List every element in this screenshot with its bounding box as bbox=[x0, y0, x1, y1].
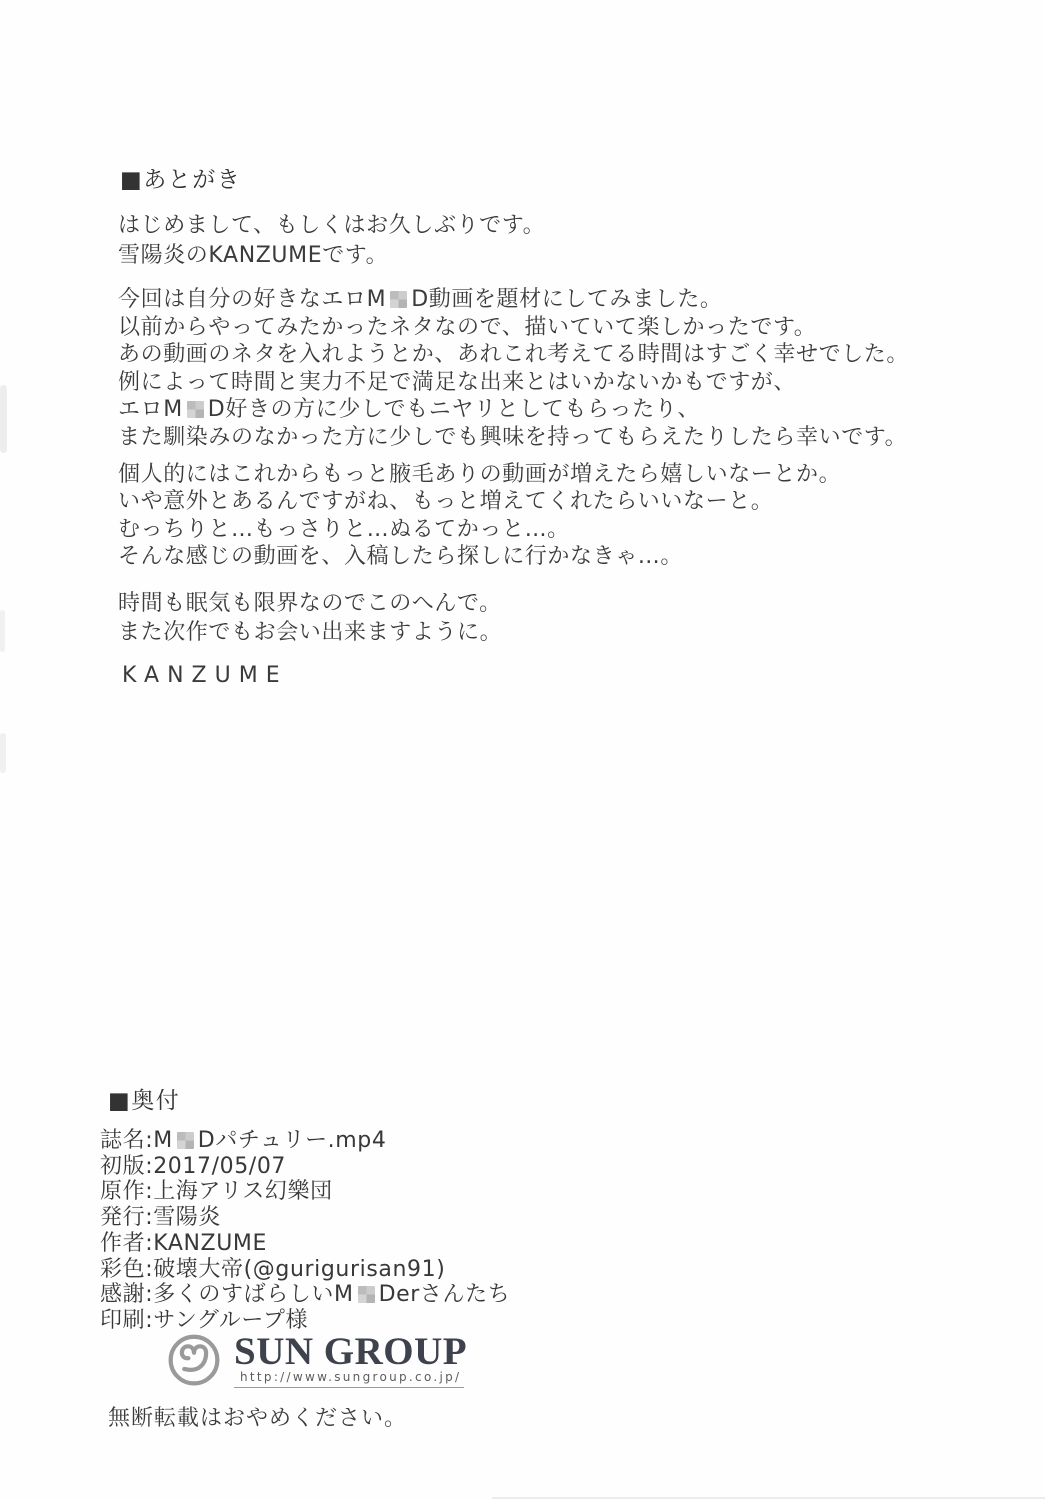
afterword-text-line: いや意外とあるんですがね、もっと増えてくれたらいいなーと。 bbox=[118, 489, 774, 515]
afterword-text-line: あの動画のネタを入れようとか、あれこれ考えてる時間はすごく幸せでした。 bbox=[118, 342, 910, 368]
printer-logo-underline bbox=[234, 1387, 464, 1388]
scan-artifact bbox=[492, 1497, 1045, 1499]
colophon-entry: 原作:上海アリス幻樂団 bbox=[100, 1179, 333, 1205]
afterword-text-line: むっちりと…もっさりと…ぬるてかっと…。 bbox=[118, 516, 570, 542]
colophon-entry: 発行:雪陽炎 bbox=[100, 1205, 222, 1231]
afterword-paragraph bbox=[118, 286, 909, 452]
afterword-text-line: また次作でもお会い出来ますように。 bbox=[118, 620, 503, 645]
afterword-text-line: そんな感じの動画を、入稿したら探しに行かなきゃ…。 bbox=[118, 543, 684, 569]
afterword-text-line: エロM D好きの方に少しでもニヤリとしてもらったり、 bbox=[118, 397, 700, 423]
colophon-heading: ■奥付 bbox=[108, 1088, 181, 1114]
no-reproduction-notice: 無断転載はおやめください。 bbox=[108, 1406, 408, 1431]
scan-artifact bbox=[0, 610, 5, 652]
scan-artifact bbox=[0, 733, 6, 773]
censored-mosaic-block bbox=[177, 1132, 194, 1149]
afterword-text-line: また馴染みのなかった方に少しでも興味を持ってもらえたりしたら幸いです。 bbox=[118, 424, 908, 450]
printer-logo-name: SUN GROUP bbox=[234, 1330, 468, 1373]
censored-mosaic-block bbox=[390, 291, 407, 308]
colophon-entry: 印刷:サングループ様 bbox=[100, 1307, 309, 1333]
afterword-paragraph bbox=[118, 211, 545, 271]
afterword-text-line: 個人的にはこれからもっと腋毛ありの動画が増えたら嬉しいなーとか。 bbox=[118, 462, 842, 487]
afterword-text-line: 以前からやってみたかったネタなので、描いていて楽しかったです。 bbox=[118, 314, 817, 340]
printer-logo bbox=[166, 1329, 486, 1399]
afterword-text-line: 例によって時間と実力不足で満足な出来とはいかないかもですが、 bbox=[118, 369, 797, 395]
afterword-text-line: 今回は自分の好きなエロM D動画を題材にしてみました。 bbox=[118, 287, 723, 312]
author-signature: KANZUME bbox=[122, 663, 288, 688]
printer-logo-url: http://www.sungroup.co.jp/ bbox=[240, 1370, 462, 1384]
colophon-entry: 彩色:破壊大帝(@gurigurisan91) bbox=[100, 1256, 446, 1282]
censored-mosaic-block bbox=[187, 401, 204, 418]
afterword-heading: ■あとがき bbox=[120, 167, 242, 193]
afterword-text-line: はじめまして、もしくはお久しぶりです。 bbox=[118, 213, 546, 238]
afterword-paragraph bbox=[118, 589, 502, 647]
afterword-paragraph bbox=[118, 461, 841, 570]
censored-mosaic-block bbox=[358, 1286, 375, 1303]
colophon-entry: 誌名:M Dパチュリー.mp4 bbox=[100, 1128, 387, 1153]
scan-artifact bbox=[0, 385, 7, 453]
afterword-text-line: 時間も眠気も限界なのでこのへんで。 bbox=[118, 591, 502, 616]
colophon-entry: 初版:2017/05/07 bbox=[100, 1153, 287, 1179]
colophon-entry: 感謝:多くのすばらしいM Derさんたち bbox=[100, 1282, 511, 1308]
afterword-text-line: 雪陽炎のKANZUMEです。 bbox=[118, 243, 389, 268]
sun-group-circle-mark-icon bbox=[166, 1333, 222, 1393]
colophon-entry: 作者:KANZUME bbox=[100, 1230, 268, 1256]
colophon-body bbox=[100, 1128, 510, 1334]
